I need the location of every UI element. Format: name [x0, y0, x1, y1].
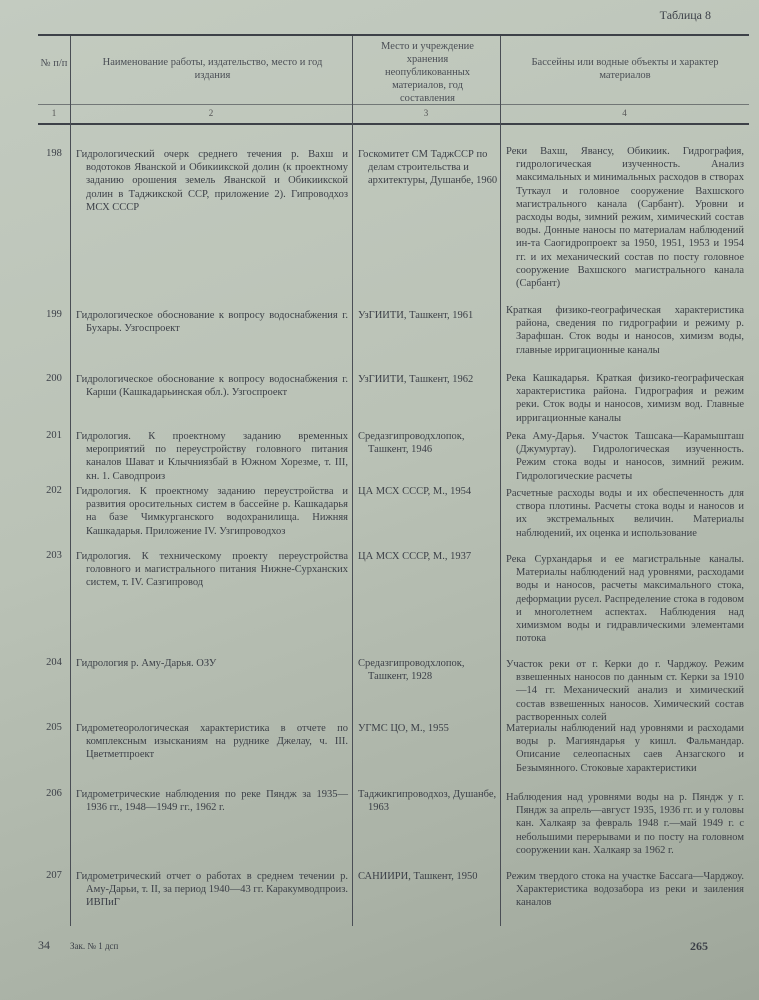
- column-divider: [70, 36, 71, 926]
- row-number: 203: [46, 550, 62, 561]
- work-title: Гидрология р. Аму-Дарья. ОЗУ: [76, 658, 217, 669]
- column-numbers-rule: [38, 123, 749, 125]
- storage-place: ЦА МСХ СССР, М., 1954: [358, 486, 472, 497]
- column-number: 1: [51, 108, 57, 118]
- work-title: Гидрометеорологическая характеристика в отчете по комплексным изысканиям на руднике Джелау, ч. III. Цветметпроект: [76, 723, 348, 761]
- storage-place: УГМС ЦО, М., 1955: [358, 723, 449, 734]
- header-description: Бассейны или водные объекты и характер материалов: [531, 57, 719, 81]
- work-title: Гидрологическое обоснование к вопросу водоснабжения г. Бухары. Узгоспроект: [76, 310, 348, 335]
- column-number: 3: [423, 108, 429, 118]
- row-number: 198: [46, 148, 62, 159]
- page-number-left: 34: [38, 938, 50, 952]
- materials-description: Материалы наблюдений над уровнями и расходами воды р. Магияндарья у кишл. Фальмандар. Описание селеопасных саев Анзагского и Безымянного. Стоковые характеристики: [506, 723, 744, 774]
- storage-place: Госкомитет СМ ТаджССР по делам строительства и архитектуры, Душанбе, 1960: [358, 149, 498, 187]
- materials-description: Краткая физико-географическая характеристика района, сведения по гидрографии и режиму р. Зарафшан. Сток воды и наносов, химизм воды, главные ирригационные каналы: [506, 305, 744, 356]
- materials-description: Реки Вахш, Явансу, Обикиик. Гидрография, гидрологическая изученность. Анализ максимальных и минимальных расходов в створах Туткаул и головное сооружение Вахшского магистрального канала (Сарбант). Уровни и расходы воды, зимний режим, химический состав воды. Донные наносы по материалам наблюдений ин-та Саогидропроект за 1950, 1951, 1953 и 1954 гг. и их механический состав по посту головное сооружение Вахшского магистрального канала (Сарбант): [506, 146, 744, 290]
- column-divider: [352, 36, 353, 926]
- work-title: Гидрология. К проектному заданию переустройства и развития оросительных систем в бассейне р. Кашкадарья на базе Чимкурганского водохранилища. Нижняя Кашкадарья. Приложение IV. Узгипроводхоз: [76, 486, 348, 537]
- materials-description: Расчетные расходы воды и их обеспеченность для створа плотины. Расчеты стока воды и наносов и их экстремальных величин. Материалы наблюдений, их оценка и использование: [506, 488, 744, 539]
- row-number: 202: [46, 485, 62, 496]
- column-number: 2: [208, 108, 214, 118]
- storage-place: Таджикгипроводхоз, Душанбе, 1963: [358, 789, 497, 814]
- work-title: Гидрология. К проектному заданию временных мероприятий по переустройству головного питания каналов Шават и Клычниязбай в Южном Хорезме, т. III, кн. 1. Саводпроиз: [76, 431, 348, 482]
- storage-place: УзГИИТИ, Ташкент, 1962: [358, 374, 474, 385]
- materials-description: Участок реки от г. Керки до г. Чарджоу. Режим взвешенных наносов по данным ст. Керки за 1910—14 гг. Механический анализ и химический состав взвешенных наносов. Химический состав растворенных солей: [506, 659, 744, 723]
- work-title: Гидрометрический отчет о работах в среднем течении р. Аму-Дарьи, т. II, за период 1940—43 гг. Каракумводпроиз. ИВПиГ: [76, 871, 348, 909]
- storage-place: Средазгипроводхлопок, Ташкент, 1928: [358, 658, 465, 683]
- row-number: 206: [46, 788, 62, 799]
- column-number: 4: [622, 108, 627, 118]
- materials-description: Река Аму-Дарья. Участок Ташсака—Карамышташ (Джумуртау). Гидрологическая изученность. Режим стока воды и наносов, зимний режим. Гидрологические расчеты: [506, 431, 744, 482]
- row-number: 201: [46, 430, 62, 441]
- row-number: 205: [46, 722, 62, 733]
- materials-description: Наблюдения над уровнями воды на р. Пяндж у г. Пяндж за апрель—август 1935, 1936 гг. и у головы кан. Халкаяр за февраль 1948 г.—май 1949 г. с небольшими перерывами и по посту на головном сооружении кан. Халкаяр за 1962 г.: [506, 792, 744, 856]
- row-number: 200: [46, 373, 62, 384]
- header-top-rule: [38, 34, 749, 36]
- header-place: Место и учреждение хранения неопубликованных материалов, год составления: [381, 41, 474, 104]
- work-title: Гидрологическое обоснование к вопросу водоснабжения г. Карши (Кашкадарьинская обл.). Узгоспроект: [76, 374, 348, 399]
- materials-description: Река Кашкадарья. Краткая физико-географическая характеристика района. Гидрография и режим реки. Сток воды и наносов, химизм вод. Главные ирригационные каналы: [506, 373, 744, 424]
- storage-place: ЦА МСХ СССР, М., 1937: [358, 551, 472, 562]
- storage-place: САНИИРИ, Ташкент, 1950: [358, 871, 478, 882]
- work-title: Гидрологический очерк среднего течения р. Вахш и водотоков Яванской и Обикиикской долин (к проектному заданию орошения земель Яванской и Обикиикской долин в Таджикской ССР, приложение 2). Гипроводхоз МСХ СССР: [76, 149, 348, 213]
- row-number: 207: [46, 870, 62, 881]
- header-title: Наименование работы, издательство, место и год издания: [102, 57, 323, 81]
- table-label: Таблица 8: [659, 8, 711, 22]
- page-number-right: 265: [690, 939, 708, 953]
- materials-description: Река Сурхандарья и ее магистральные каналы. Материалы наблюдений над уровнями, расходами воды и наносов, расчеты максимального стока, деформации русел. Распределение стока в годовом и многолетнем аспектах. Наблюдения над химизмом воды и гидравлическими элементами потока: [506, 554, 744, 645]
- work-title: Гидрометрические наблюдения по реке Пяндж за 1935—1936 гг., 1948—1949 гг., 1962 г.: [76, 789, 348, 814]
- work-title: Гидрология. К техническому проекту переустройства головного и магистрального питания Нижне-Сурханских систем, т. IV. Сазгипровод: [76, 551, 348, 589]
- row-number: 204: [46, 657, 62, 668]
- materials-description: Режим твердого стока на участке Бассага—Чарджоу. Характеристика водозабора из реки и заиления каналов: [506, 871, 744, 909]
- order-note: Зак. № 1 дсп: [70, 941, 119, 951]
- header-number: № п/п: [40, 58, 68, 69]
- row-number: 199: [46, 309, 62, 320]
- column-divider: [500, 36, 501, 926]
- storage-place: УзГИИТИ, Ташкент, 1961: [358, 310, 474, 321]
- storage-place: Средазгипроводхлопок, Ташкент, 1946: [358, 431, 465, 456]
